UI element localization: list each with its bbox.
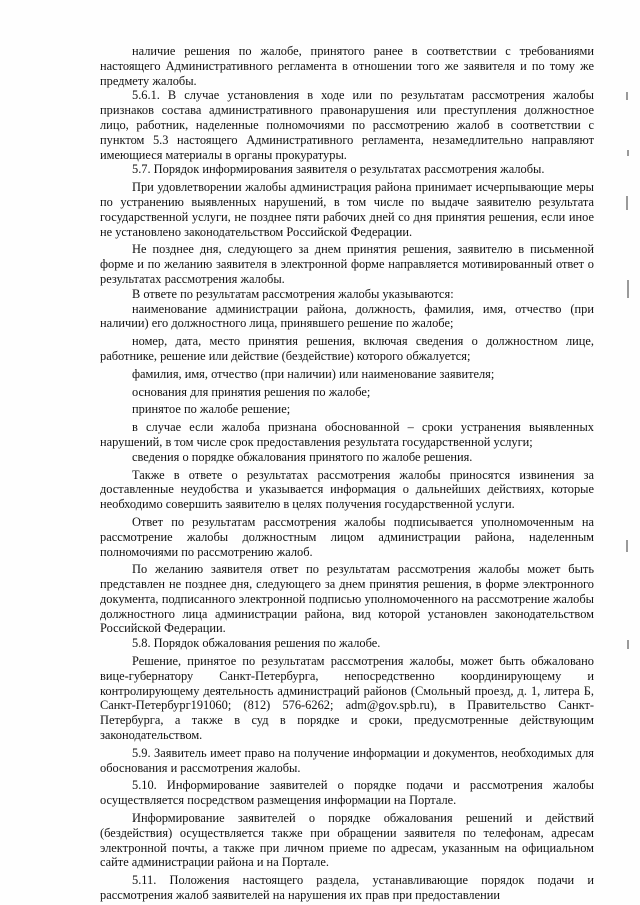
paragraph: По желанию заявителя ответ по результатам рассмотрения жалобы может быть представлен не позднее дня, следующего за днем принятия решения, в форме электронного документа, подписанного электронной подписью уполномоченного на рассмотрение жалобы должностного лица администрации района, вид которой установлен законодательством Российской Федерации. [100, 562, 594, 636]
scan-edge-mark [627, 150, 629, 156]
paragraph-5-6-1: 5.6.1. В случае установления в ходе или по результатам рассмотрения жалобы признаков состава административного правонарушения или преступления должностное лицо, работник, наделенные полномочиями по рассмотрению жалоб в соответствии с пунктом 5.3 настоящего Административного регламента, незамедлительно направляют имеющиеся материалы в органы прокуратуры. [100, 88, 594, 162]
scan-edge-mark [627, 640, 629, 649]
list-item: принятое по жалобе решение; [132, 402, 291, 417]
paragraph: В ответе по результатам рассмотрения жалобы указываются: [132, 286, 454, 301]
paragraph: Решение, принятое по результатам рассмотрения жалобы, может быть обжаловано вице-губернатору Санкт-Петербурга, непосредственно координирующему и контролирующему деятельность администраций районов (Смольный проезд, д. 1, литера Б, Санкт-Петербург191060; (812) 576-6262; adm@gov.spb.ru), в Правительство Санкт-Петербурга, а также в суд в порядке и сроки, предусмотренные действующим законодательством. [100, 654, 594, 743]
paragraph-5-10: 5.10. Информирование заявителей о порядке подачи и рассмотрения жалобы осуществляется посредством размещения информации на Портале. [100, 778, 594, 808]
section-heading-5-7: 5.7. Порядок информирования заявителя о результатах рассмотрения жалобы. [132, 162, 545, 177]
paragraph: Также в ответе о результатах рассмотрения жалобы приносятся извинения за доставленные неудобства и указывается информация о дальнейших действиях, которые необходимо совершить заявителю в целях получения государственной услуги. [100, 467, 594, 512]
list-item: наименование администрации района, должность, фамилия, имя, отчество (при наличии) его должностного лица, принявшего решение по жалобе; [100, 301, 594, 331]
scan-edge-mark [626, 92, 628, 100]
paragraph-5-9: 5.9. Заявитель имеет право на получение информации и документов, необходимых для обоснования и рассмотрения жалобы. [100, 745, 594, 775]
paragraph-continuation: наличие решения по жалобе, принятого ранее в соответствии с требованиями настоящего Административного регламента в отношении того же заявителя и по тому же предмету жалобы. [100, 44, 594, 88]
document-text [100, 44, 594, 903]
paragraph: При удовлетворении жалобы администрация района принимает исчерпывающие меры по устранению выявленных нарушений, в том числе по выдаче заявителю результата государственной услуги, не позднее пяти рабочих дней со дня принятия решения, если иное не установлено законодательством Российской Федерации. [100, 180, 594, 239]
paragraph: Ответ по результатам рассмотрения жалобы подписывается уполномоченным на рассмотрение жалобы должностным лицом администрации района, наделенным полномочиями по рассмотрению жалоб. [100, 514, 594, 559]
paragraph: Не позднее дня, следующего за днем принятия решения, заявителю в письменной форме и по желанию заявителя в электронной форме направляется мотивированный ответ о результатах рассмотрения жалобы. [100, 242, 594, 286]
list-item: фамилия, имя, отчество (при наличии) или наименование заявителя; [132, 366, 495, 381]
scan-edge-mark [626, 540, 628, 552]
section-heading-5-8: 5.8. Порядок обжалования решения по жалобе. [132, 636, 381, 651]
list-item: основания для принятия решения по жалобе; [132, 384, 371, 399]
list-item: номер, дата, место принятия решения, включая сведения о должностном лице, работнике, решение или действие (бездействие) которого обжалуется; [100, 334, 594, 363]
paragraph-5-11: 5.11. Положения настоящего раздела, устанавливающие порядок подачи и рассмотрения жалоб заявителей на нарушения их прав при предоставлении [100, 873, 594, 903]
list-item: в случае если жалоба признана обоснованной – сроки устранения выявленных нарушений, в том числе срок предоставления результата государственной услуги; [100, 420, 594, 449]
scan-edge-mark [626, 196, 628, 210]
paragraph: Информирование заявителей о порядке обжалования решений и действий (бездействия) осуществляется также при обращении заявителя по телефонам, адресам электронной почты, а также при личном приеме по адресам, указанным на официальном сайте администрации района и на Портале. [100, 811, 594, 870]
list-item: сведения о порядке обжалования принятого по жалобе решения. [132, 449, 473, 464]
scan-edge-mark [627, 280, 629, 298]
